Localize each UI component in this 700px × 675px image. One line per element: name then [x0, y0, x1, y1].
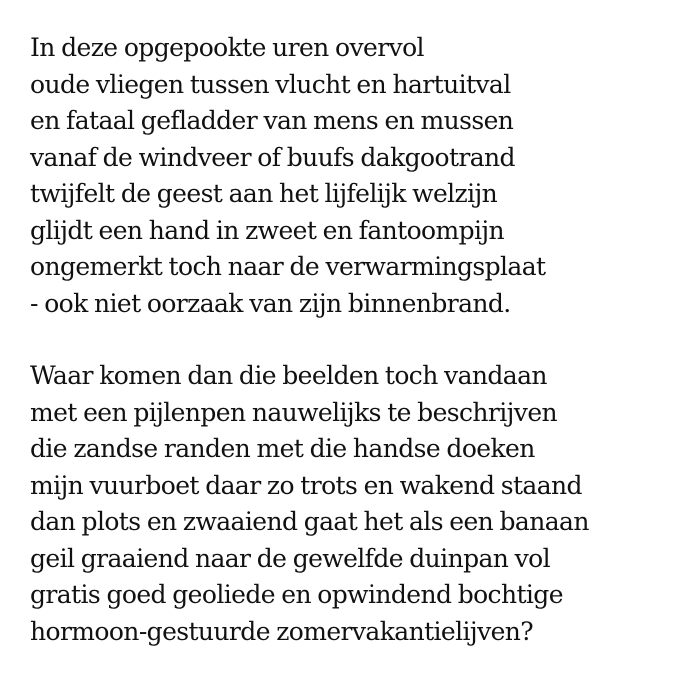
poem-line: dan plots en zwaaiend gaat het als een banaan: [30, 507, 589, 536]
poem-line: gratis goed geoliede en opwindend bochtige: [30, 580, 563, 609]
poem-line: Waar komen dan die beelden toch vandaan: [30, 361, 547, 390]
poem-line: oude vliegen tussen vlucht en hartuitval: [30, 69, 511, 99]
poem-line: mijn vuurboet daar zo trots en wakend staand: [30, 470, 582, 500]
poem-line: met een pijlenpen nauwelijks te beschrijven: [30, 397, 558, 427]
poem-line: - ook niet oorzaak van zijn binnenbrand.: [30, 288, 511, 318]
poem-line: die zandse randen met die handse doeken: [30, 434, 535, 463]
poem-line: In deze opgepookte uren overvol: [30, 33, 424, 62]
poem-line: en fataal gefladder van mens en mussen: [30, 106, 514, 135]
poem-line: hormoon-gestuurde zomervakantielijven?: [30, 616, 534, 646]
poem: [30, 30, 690, 650]
poem-line: vanaf de windveer of buufs dakgootrand: [30, 142, 515, 172]
stanza-1: [30, 30, 690, 322]
poem-line: ongemerkt toch naar de verwarmingsplaat: [30, 252, 546, 281]
poem-line: twijfelt de geest aan het lijfelijk welzijn: [30, 179, 498, 208]
poem-line: glijdt een hand in zweet en fantoompijn: [30, 215, 505, 245]
poem-line: geil graaiend naar de gewelfde duinpan vol: [30, 543, 551, 573]
stanza-2: [30, 358, 690, 650]
